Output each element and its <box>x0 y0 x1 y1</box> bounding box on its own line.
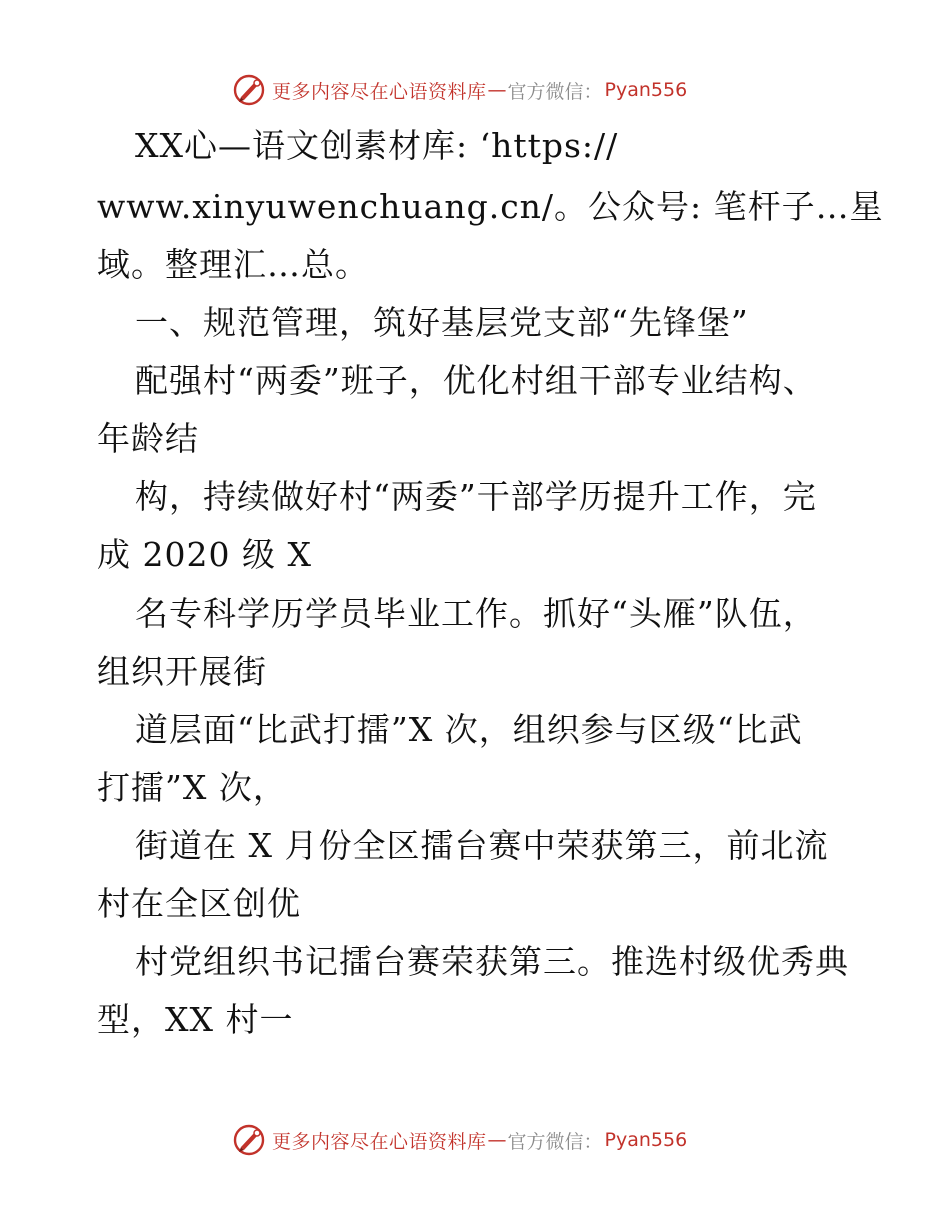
footer-banner <box>232 1122 687 1158</box>
banner-separator: — <box>487 1129 507 1151</box>
text-line: 村党组织书记擂台赛荣获第三。推选村级优秀典 <box>135 942 849 981</box>
banner-separator: — <box>487 79 507 101</box>
text-line: 打擂”X 次， <box>97 768 287 807</box>
text-line: 配强村“两委”班子，优化村组干部专业结构、 <box>135 361 817 400</box>
text-line: 年龄结 <box>97 419 199 458</box>
banner-text: 更多内容尽在心语资料库 <box>272 80 487 103</box>
banner-wechat-label: 官方微信： <box>507 80 603 103</box>
text-line: 街道在 X 月份全区擂台赛中荣获第三，前北流 <box>135 826 829 865</box>
text-line: 域。整理汇…总。 <box>97 245 369 284</box>
text-line: 名专科学历学员毕业工作。抓好“头雁”队伍， <box>135 594 817 633</box>
text-line: 村在全区创优 <box>97 884 301 923</box>
text-line: 组织开展街 <box>97 652 267 691</box>
text-line: www.xinyuwenchuang.cn/。公众号: 笔杆子…星 <box>97 187 884 226</box>
banner-wechat-label: 官方微信： <box>507 1130 603 1153</box>
text-line: XX心—语文创素材库: ‘https:// <box>135 126 619 165</box>
text-line: 道层面“比武打擂”X 次，组织参与区级“比武 <box>135 710 803 749</box>
banner-wechat-id: Pyan556 <box>604 79 688 101</box>
text-line: 成 2020 级 X <box>97 535 312 574</box>
banner-wechat-id: Pyan556 <box>604 1129 688 1151</box>
text-line: 型，XX 村一 <box>97 1000 294 1039</box>
section-heading: 一、规范管理，筑好基层党支部“先锋堡” <box>135 303 749 342</box>
banner-text: 更多内容尽在心语资料库 <box>272 1130 487 1153</box>
pen-logo-icon <box>232 1123 266 1157</box>
text-line: 构，持续做好村“两委”干部学历提升工作，完 <box>135 477 817 516</box>
